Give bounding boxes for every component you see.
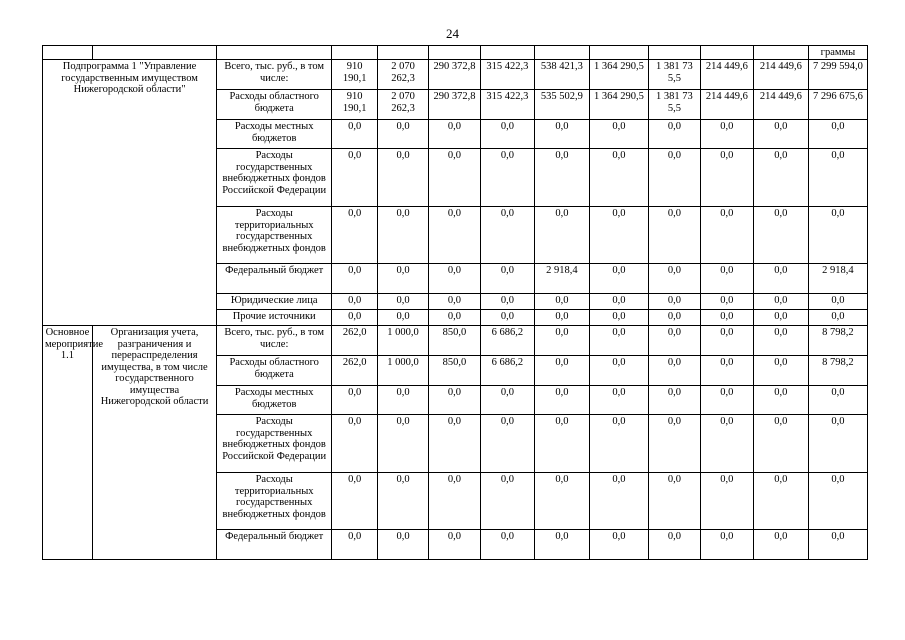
value-cell: 0,0 [589,264,648,294]
value-cell: 0,0 [700,415,753,473]
value-cell: 262,0 [332,326,378,356]
value-cell: 0,0 [753,415,808,473]
value-cell: 0,0 [534,415,589,473]
value-cell: 0,0 [648,120,700,149]
value-cell: 0,0 [808,386,867,415]
value-cell: 0,0 [332,120,378,149]
value-cell: 0,0 [480,149,534,207]
value-cell: 1 364 290,5 [589,60,648,90]
header-cell [753,46,808,60]
value-cell: 0,0 [332,294,378,310]
value-cell: 0,0 [480,310,534,326]
funding-source-label: Прочие источники [217,310,332,326]
value-cell: 0,0 [808,207,867,264]
value-cell: 0,0 [700,120,753,149]
value-cell: 0,0 [700,386,753,415]
value-cell: 0,0 [700,326,753,356]
value-cell: 0,0 [648,294,700,310]
value-cell: 0,0 [648,473,700,530]
value-cell: 214 449,6 [700,90,753,120]
value-cell: 7 299 594,0 [808,60,867,90]
value-cell: 0,0 [753,356,808,386]
value-cell: 0,0 [378,294,429,310]
value-cell: 0,0 [648,264,700,294]
value-cell: 0,0 [378,530,429,560]
value-cell: 0,0 [534,530,589,560]
value-cell: 0,0 [753,264,808,294]
value-cell: 0,0 [589,386,648,415]
value-cell: 0,0 [428,310,480,326]
value-cell: 0,0 [753,326,808,356]
header-cell [700,46,753,60]
value-cell: 1 364 290,5 [589,90,648,120]
funding-source-label: Расходы областного бюджета [217,356,332,386]
value-cell: 0,0 [480,294,534,310]
value-cell: 0,0 [700,310,753,326]
header-row [43,46,868,60]
value-cell: 0,0 [534,120,589,149]
value-cell: 0,0 [534,386,589,415]
value-cell: 0,0 [428,207,480,264]
value-cell: 0,0 [589,310,648,326]
value-cell: 0,0 [753,120,808,149]
funding-source-label: Расходы местных бюджетов [217,386,332,415]
header-cell: граммы [808,46,867,60]
value-cell: 0,0 [428,530,480,560]
value-cell: 0,0 [648,149,700,207]
value-cell: 0,0 [808,530,867,560]
value-cell: 0,0 [332,149,378,207]
value-cell: 290 372,8 [428,60,480,90]
value-cell: 2 918,4 [534,264,589,294]
value-cell: 0,0 [378,415,429,473]
value-cell: 0,0 [700,294,753,310]
value-cell: 0,0 [480,386,534,415]
value-cell: 0,0 [480,264,534,294]
value-cell: 0,0 [332,473,378,530]
value-cell: 0,0 [753,310,808,326]
value-cell: 0,0 [808,310,867,326]
funding-source-label: Расходы государственных внебюджетных фондов Российской Федерации [217,149,332,207]
value-cell: 0,0 [378,207,429,264]
value-cell: 0,0 [332,386,378,415]
value-cell: 315 422,3 [480,90,534,120]
table-row [43,60,868,90]
page-number: 24 [446,26,459,41]
funding-source-label: Расходы территориальных государственных внебюджетных фондов [217,473,332,530]
value-cell: 0,0 [589,120,648,149]
value-cell: 0,0 [648,415,700,473]
value-cell: 0,0 [428,120,480,149]
funding-source-label: Федеральный бюджет [217,264,332,294]
value-cell: 8 798,2 [808,356,867,386]
funding-source-label: Юридические лица [217,294,332,310]
value-cell: 0,0 [428,415,480,473]
header-cell [378,46,429,60]
value-cell: 0,0 [589,149,648,207]
value-cell: 0,0 [480,207,534,264]
value-cell: 0,0 [648,356,700,386]
header-cell [217,46,332,60]
value-cell: 0,0 [534,473,589,530]
value-cell: 0,0 [589,473,648,530]
value-cell: 2 070 262,3 [378,90,429,120]
value-cell: 0,0 [648,207,700,264]
header-cell [534,46,589,60]
value-cell: 0,0 [589,207,648,264]
value-cell: 0,0 [378,149,429,207]
value-cell: 0,0 [428,386,480,415]
value-cell: 214 449,6 [700,60,753,90]
value-cell: 0,0 [589,326,648,356]
activity-title: Организация учета, разграничения и перераспределения имущества, в том числе государственного имущества Нижегородской области [92,326,216,560]
funding-source-label: Расходы областного бюджета [217,90,332,120]
value-cell: 0,0 [480,120,534,149]
value-cell: 0,0 [332,415,378,473]
value-cell: 0,0 [648,326,700,356]
header-cell [332,46,378,60]
value-cell: 0,0 [700,149,753,207]
value-cell: 7 296 675,6 [808,90,867,120]
header-cell [589,46,648,60]
value-cell: 0,0 [808,415,867,473]
budget-table [42,45,868,560]
value-cell: 0,0 [534,294,589,310]
value-cell: 0,0 [753,207,808,264]
value-cell: 0,0 [480,473,534,530]
value-cell: 0,0 [378,310,429,326]
value-cell: 0,0 [808,473,867,530]
funding-source-label: Расходы государственных внебюджетных фондов Российской Федерации [217,415,332,473]
value-cell: 0,0 [332,264,378,294]
activity-code: Основное мероприятие 1.1 [43,326,93,560]
value-cell: 0,0 [378,264,429,294]
value-cell: 0,0 [808,120,867,149]
value-cell: 850,0 [428,356,480,386]
value-cell: 0,0 [332,530,378,560]
header-cell [480,46,534,60]
value-cell: 0,0 [428,264,480,294]
value-cell: 1 381 73 5,5 [648,90,700,120]
value-cell: 0,0 [700,356,753,386]
value-cell: 0,0 [808,149,867,207]
table-row [43,326,868,356]
value-cell: 0,0 [428,149,480,207]
value-cell: 0,0 [753,149,808,207]
value-cell: 0,0 [534,149,589,207]
funding-source-label: Всего, тыс. руб., в том числе: [217,60,332,90]
value-cell: 0,0 [700,264,753,294]
value-cell: 214 449,6 [753,60,808,90]
value-cell: 2 070 262,3 [378,60,429,90]
funding-source-label: Федеральный бюджет [217,530,332,560]
value-cell: 0,0 [753,386,808,415]
value-cell: 0,0 [700,473,753,530]
value-cell: 0,0 [378,473,429,530]
value-cell: 8 798,2 [808,326,867,356]
header-cell [43,46,93,60]
header-cell [428,46,480,60]
value-cell: 0,0 [534,326,589,356]
value-cell: 0,0 [589,294,648,310]
header-cell [92,46,216,60]
value-cell: 0,0 [378,386,429,415]
value-cell: 0,0 [534,310,589,326]
value-cell: 0,0 [753,530,808,560]
value-cell: 910 190,1 [332,90,378,120]
funding-source-label: Расходы местных бюджетов [217,120,332,149]
value-cell: 0,0 [480,530,534,560]
value-cell: 0,0 [753,473,808,530]
value-cell: 0,0 [700,530,753,560]
value-cell: 0,0 [589,356,648,386]
value-cell: 910 190,1 [332,60,378,90]
value-cell: 0,0 [428,294,480,310]
funding-source-label: Расходы территориальных государственных внебюджетных фондов [217,207,332,264]
funding-source-label: Всего, тыс. руб., в том числе: [217,326,332,356]
value-cell: 0,0 [753,294,808,310]
value-cell: 538 421,3 [534,60,589,90]
value-cell: 1 381 73 5,5 [648,60,700,90]
value-cell: 0,0 [648,310,700,326]
value-cell: 2 918,4 [808,264,867,294]
value-cell: 6 686,2 [480,356,534,386]
value-cell: 0,0 [808,294,867,310]
header-cell [648,46,700,60]
value-cell: 290 372,8 [428,90,480,120]
value-cell: 6 686,2 [480,326,534,356]
value-cell: 315 422,3 [480,60,534,90]
subprogram-title: Подпрограмма 1 "Управление государственным имуществом Нижегородской области" [43,60,217,326]
value-cell: 1 000,0 [378,326,429,356]
value-cell: 0,0 [700,207,753,264]
value-cell: 0,0 [589,415,648,473]
value-cell: 0,0 [332,310,378,326]
value-cell: 0,0 [648,386,700,415]
value-cell: 0,0 [332,207,378,264]
value-cell: 0,0 [534,356,589,386]
value-cell: 0,0 [648,530,700,560]
value-cell: 850,0 [428,326,480,356]
value-cell: 1 000,0 [378,356,429,386]
value-cell: 262,0 [332,356,378,386]
value-cell: 0,0 [589,530,648,560]
value-cell: 0,0 [428,473,480,530]
value-cell: 214 449,6 [753,90,808,120]
value-cell: 0,0 [534,207,589,264]
value-cell: 0,0 [378,120,429,149]
value-cell: 535 502,9 [534,90,589,120]
value-cell: 0,0 [480,415,534,473]
